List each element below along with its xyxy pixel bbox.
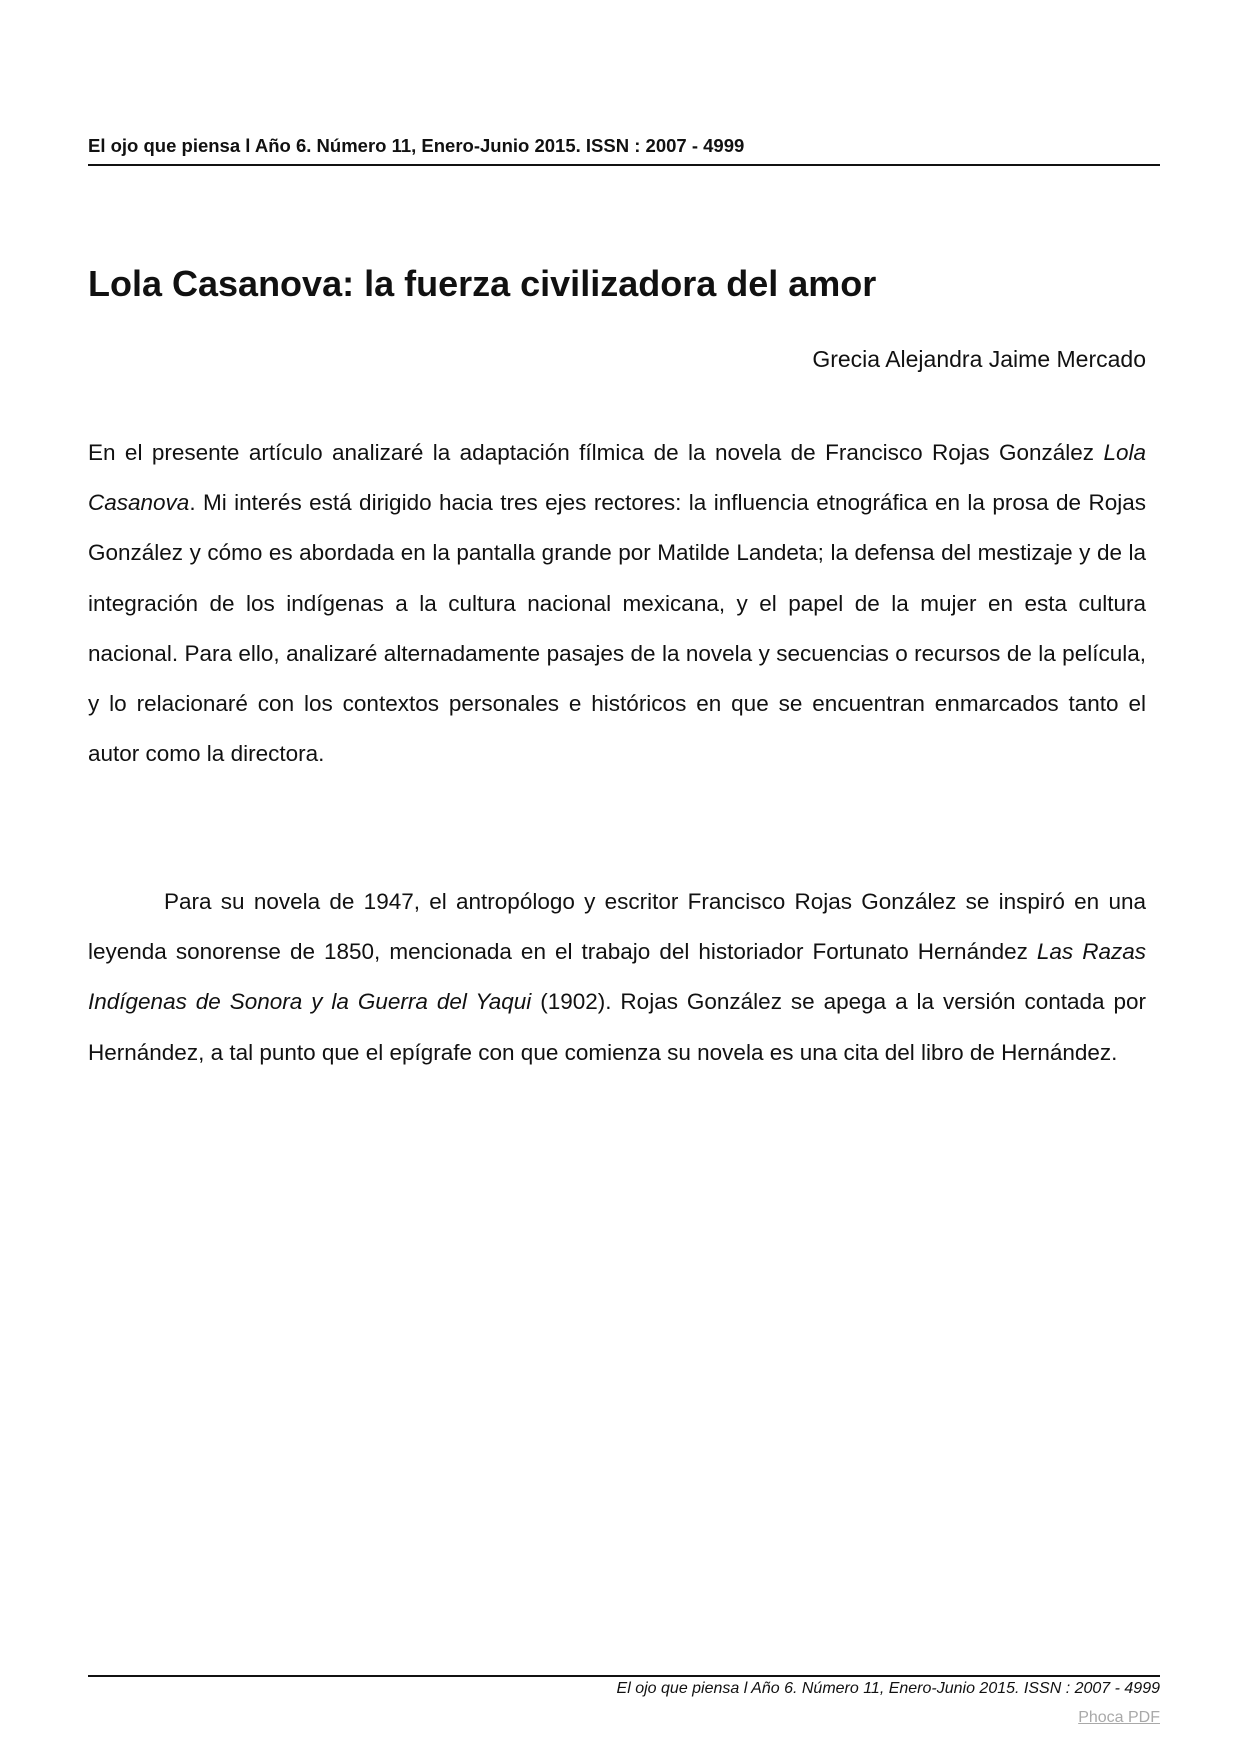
paragraph-intro-text-2: . Mi interés está dirigido hacia tres ejes rectores: la influencia etnográfica en la prosa de Rojas González y cómo es abordada en la pantalla grande por Matilde Landeta; la defensa del mestizaje y de la integración de los indígenas a la cultura nacional mexicana, y el papel de la mujer en esta cultura nacional. Para ello, analizaré alternadamente pasajes de la novela y secuencias o recursos de la película, y lo relacionaré con los contextos personales e históricos en que se encuentran enmarcados tanto el autor como la directora. [88,490,1146,767]
paragraph-intro [88,428,1146,779]
paragraph-intro-text-1: En el presente artículo analizaré la adaptación fílmica de la novela de Francisco Rojas González [88,440,1104,465]
novel-title-italic: Lola Casanova [88,440,1146,516]
header-divider [88,164,1160,166]
paragraph-background [88,877,1146,1078]
phoca-pdf-link[interactable]: Phoca PDF [1078,1709,1160,1726]
article-title: Lola Casanova: la fuerza civilizadora del amor [88,263,877,304]
running-header: El ojo que piensa l Año 6. Número 11, Enero-Junio 2015. ISSN : 2007 - 4999 [88,135,745,156]
paragraph-background-text-2: (1902). Rojas González se apega a la versión contada por Hernández, a tal punto que el epígrafe con que comienza su novela es una cita del libro de Hernández. [88,989,1146,1065]
footer-divider [88,1675,1160,1677]
article-author: Grecia Alejandra Jaime Mercado [812,346,1146,372]
paragraph-background-text-1: Para su novela de 1947, el antropólogo y escritor Francisco Rojas González se inspiró en una leyenda sonorense de 1850, mencionada en el trabajo del historiador Fortunato Hernández [88,889,1146,965]
running-footer: El ojo que piensa l Año 6. Número 11, Enero-Junio 2015. ISSN : 2007 - 4999 [616,1680,1160,1697]
book-title-italic: Las Razas Indígenas de Sonora y la Guerra del Yaqui [88,939,1146,1015]
